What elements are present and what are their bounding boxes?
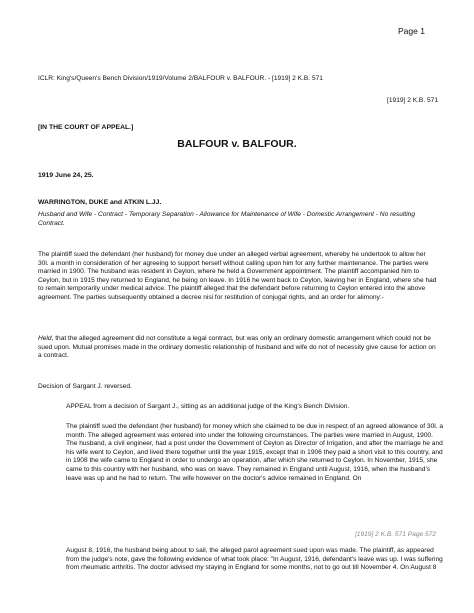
- citation-line: ICLR: King's/Queen's Bench Division/1919/Volume 2/BALFOUR v. BALFOUR. - [1919] 2 K.B. 571: [38, 75, 323, 82]
- facts-paragraph: The plaintiff sued the defendant (her husband) for money which she claimed to be due in respect of an agreed allowance of 30l. a month. The alleged agreement was entered into under the following circumstances. The parties were married in August, 1900. The husband, a civil engineer, had a post under the Government of Ceylon as Director of Irrigation, and after the marriage he and his wife went to Ceylon, and lived there together until the year 1915, except that in 1906 they paid a short visit to this country, and in 1908 the wife came to England in order to undergo an operation, after which she returned to Ceylon. In November, 1915, she came to this country with her husband, who was on leave. They remained in England until August, 1916, when the husband's leave was up and he had to return. The wife however on the doctor's advice remained in England. On: [66, 423, 444, 482]
- page-reference-marker: [1919] 2 K.B. 571 Page 572: [354, 531, 436, 538]
- report-reference: [1919] 2 K.B. 571: [387, 97, 438, 104]
- court-heading: [IN THE COURT OF APPEAL.]: [38, 124, 134, 131]
- held-word: Held: [38, 335, 52, 342]
- headnote-facts-paragraph: The plaintiff sued the defendant (her husband) for money due under an alleged verbal agreement, whereby he undertook to allow her 30l. a month in consideration of her agreeing to support herself without calling upon him for any further maintenance. The parties were married in 1900. The husband was resident in Ceylon, where he held a Government appointment. The plaintiff accompanied him to Ceylon, but in 1915 they returned to England, he being on leave. In 1916 he went back to Ceylon, leaving her in England, where she had to remain temporarily under medical advice. The plaintiff alleged that the defendant before returning to Ceylon entered into the above agreement. The parties subsequently obtained a decree nisi for restitution of conjugal rights, and an order for alimony:-: [38, 251, 437, 301]
- decision-line: Decision of Sargant J. reversed.: [38, 383, 132, 390]
- decision-date: 1919 June 24, 25.: [38, 172, 94, 179]
- held-text: , that the alleged agreement did not constitute a legal contract, but was only an ordinary domestic arrangement which could not be sued upon. Mutual promises made in the ordinary domestic relationship of husband and wife do not of necessity give cause for action on a contract.: [38, 335, 436, 360]
- appeal-paragraph: APPEAL from a decision of Sargant J., sitting as an additional judge of the King's Bench Division.: [66, 403, 350, 410]
- held-paragraph: [38, 335, 438, 361]
- case-title: BALFOUR v. BALFOUR.: [177, 138, 297, 150]
- page-number: Page 1: [398, 26, 425, 36]
- headnote-catchwords: Husband and Wife - Contract - Temporary Separation - Allowance for Maintenance of Wife - Domestic Arrangement - No resulting Contract.: [38, 211, 415, 227]
- continued-paragraph: August 8, 1916, the husband being about to sail, the alleged parol agreement sued upon was made. The plaintiff, as appeared from the judge's note, gave the following evidence of what took place: "In August, 1916, defendant's leave was up. I was suffering from rheumatic arthritis. The doctor advised my staying in England for some months, not to go out till November 4. On August 8: [66, 547, 443, 572]
- judges-line: WARRINGTON, DUKE and ATKIN L.JJ.: [38, 199, 162, 206]
